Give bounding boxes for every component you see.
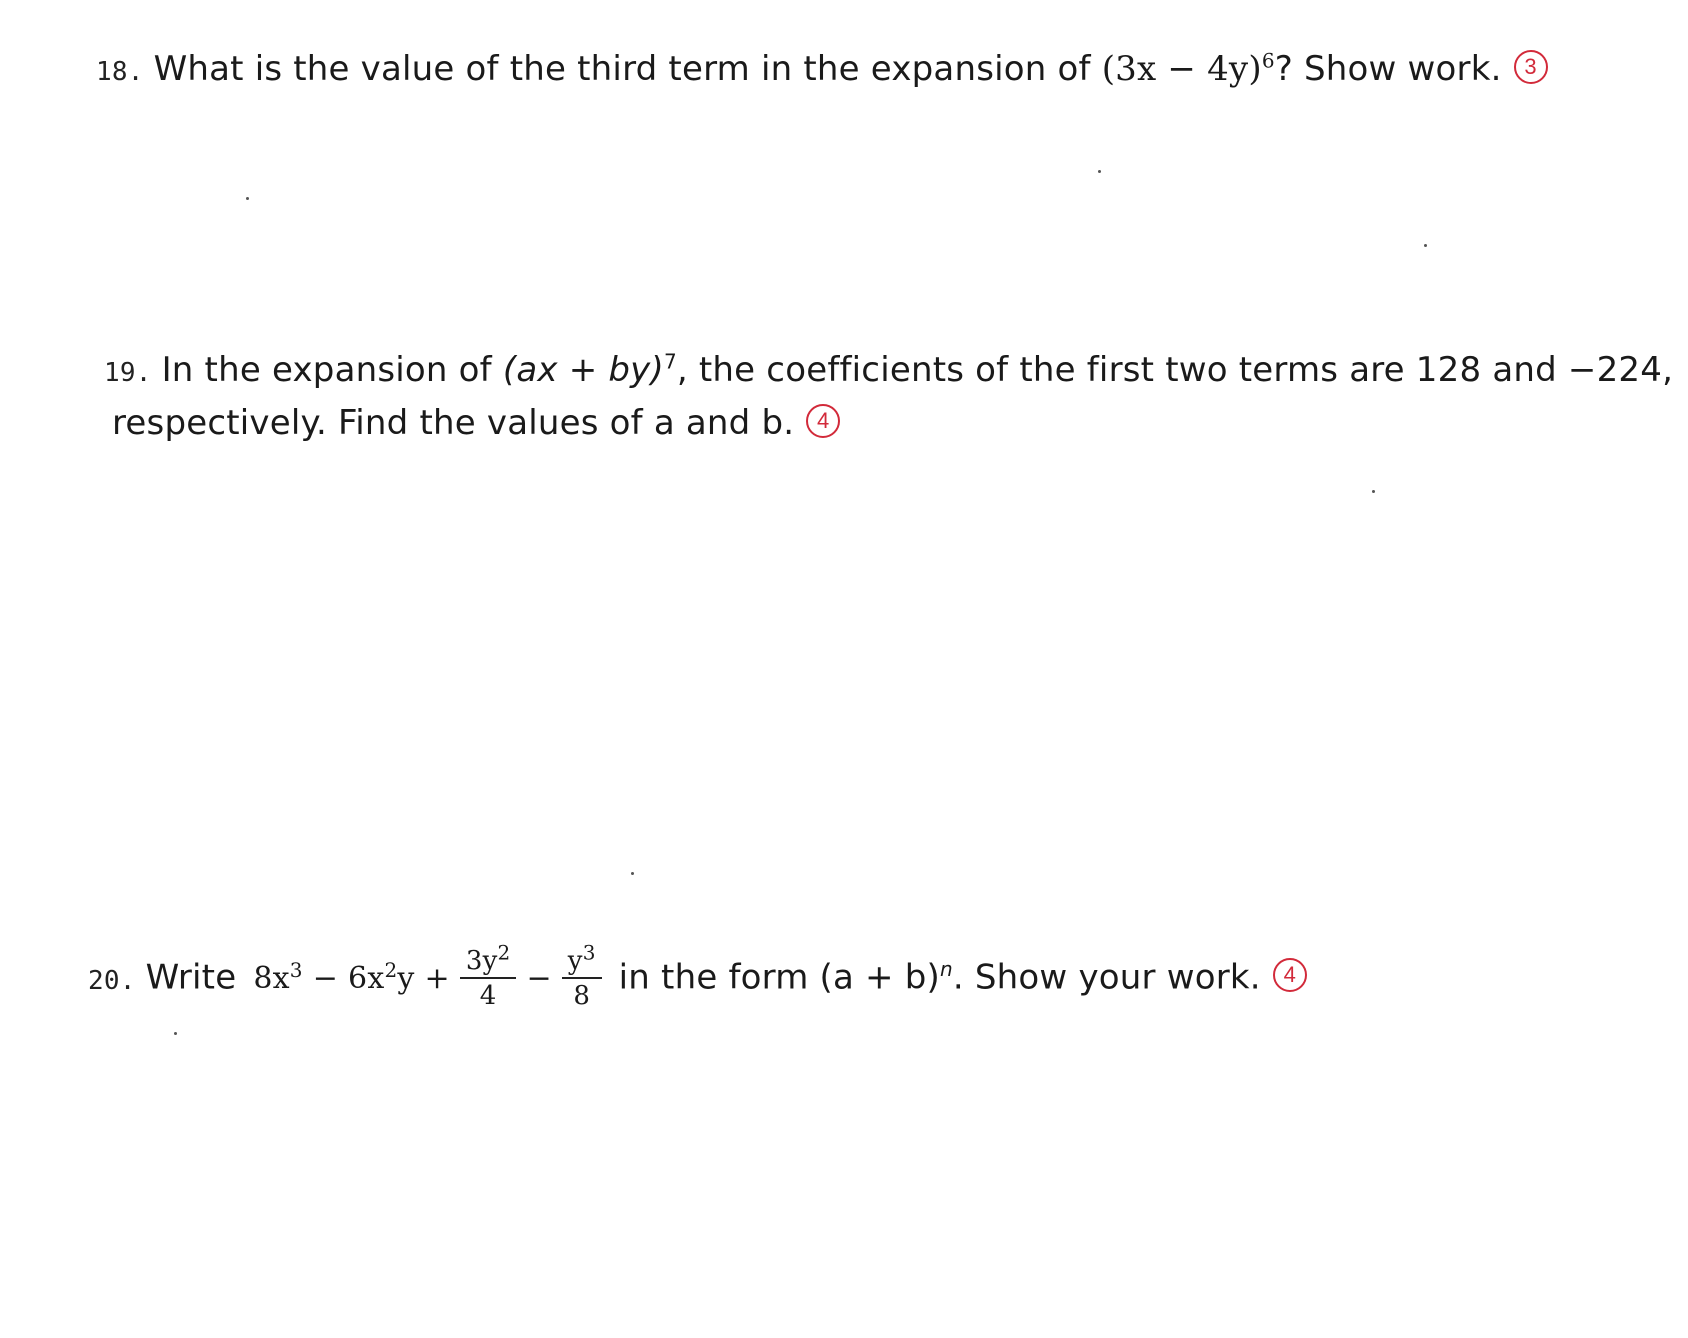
term-2-base: 6x xyxy=(348,961,385,996)
question-text: In the expansion of xyxy=(161,350,503,390)
points-badge: 3 xyxy=(1514,50,1548,84)
question-text-end: . Show your work. xyxy=(952,957,1261,998)
question-20 xyxy=(88,940,1307,1013)
question-number: 18. xyxy=(96,57,144,87)
exponent: 6 xyxy=(1261,48,1275,73)
plus-operator: + xyxy=(424,961,450,996)
question-text-form: in the form (a + b) xyxy=(607,957,940,998)
question-text-line2 xyxy=(104,398,1673,448)
math-expression: (ax + by) xyxy=(502,350,664,390)
exponent: 7 xyxy=(663,349,677,374)
fraction-1-numerator xyxy=(460,940,517,979)
fraction-2-numerator-exponent: 3 xyxy=(582,940,596,965)
term-1: 8x xyxy=(253,961,290,996)
term-2-variable: y xyxy=(397,961,415,996)
term-2-exponent: 2 xyxy=(384,958,398,982)
minus-operator-2: − xyxy=(526,961,552,996)
question-text-cont: , the coefficients of the first two terms are 128 and −224, xyxy=(676,350,1674,390)
form-exponent: n xyxy=(939,957,953,982)
question-text: What is the value of the third term in the expansion of xyxy=(153,49,1102,89)
term-2 xyxy=(348,954,415,1004)
question-text-line2-content: respectively. Find the values of a and b. xyxy=(112,403,795,443)
question-number: 20. xyxy=(88,965,136,996)
fraction-2 xyxy=(562,940,602,1013)
term-1-exponent: 3 xyxy=(289,958,303,982)
points-badge: 4 xyxy=(806,404,840,438)
question-18 xyxy=(96,44,1548,97)
scan-speck xyxy=(631,872,634,875)
fraction-1-numerator-base: 3y xyxy=(465,946,498,976)
scan-speck xyxy=(1372,490,1375,493)
question-19 xyxy=(104,345,1673,448)
scan-speck xyxy=(174,1032,177,1035)
fraction-1 xyxy=(460,940,517,1013)
scan-speck xyxy=(1098,170,1101,173)
scan-speck xyxy=(246,197,249,200)
question-text-end: ? Show work. xyxy=(1274,49,1502,89)
question-text: Write xyxy=(145,957,237,998)
fraction-2-numerator-base: y xyxy=(567,946,583,976)
question-number: 19. xyxy=(104,358,152,388)
points-badge: 4 xyxy=(1273,958,1307,992)
minus-operator: − xyxy=(312,961,339,996)
scan-speck xyxy=(1424,244,1427,247)
fraction-2-numerator xyxy=(562,940,602,979)
polynomial-expression xyxy=(253,954,302,1004)
fraction-1-numerator-exponent: 2 xyxy=(497,940,511,965)
fraction-1-denominator: 4 xyxy=(479,981,497,1011)
fraction-2-denominator: 8 xyxy=(573,981,591,1011)
math-expression: (3x − 4y) xyxy=(1101,49,1262,89)
